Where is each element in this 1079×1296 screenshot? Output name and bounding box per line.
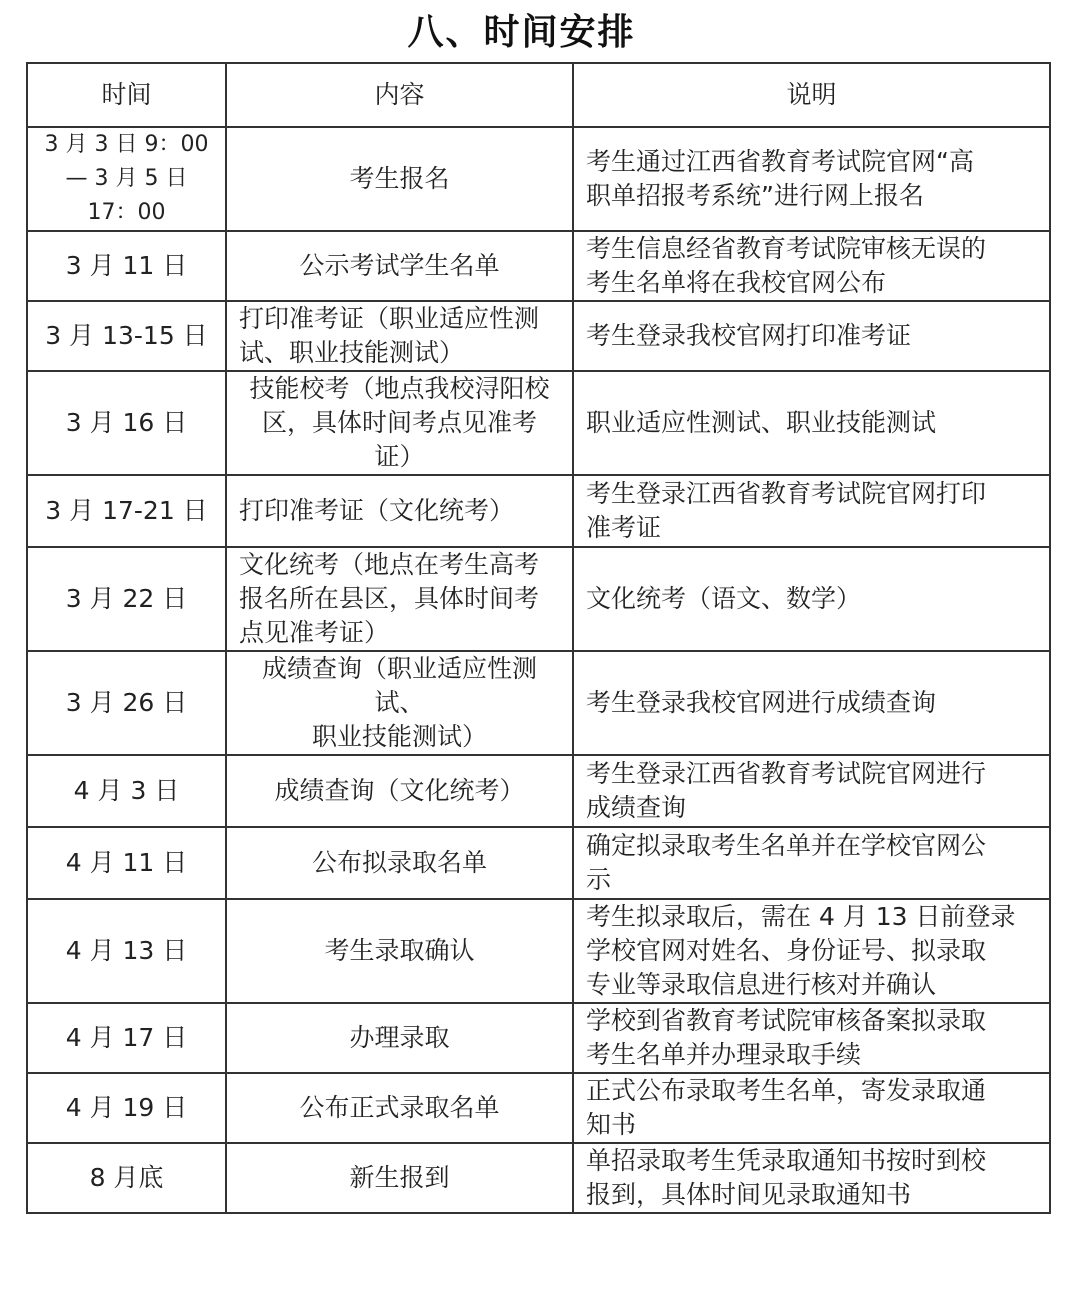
cell-line: 新生报到 [349,1163,450,1192]
cell-time [27,127,226,231]
cell-desc [573,827,1050,899]
cell-line: 3 月 13-15 日 [45,321,208,350]
cell-line: 报到，具体时间见录取通知书 [586,1180,912,1209]
cell-time [27,475,226,547]
table-body [27,127,1050,1213]
cell-content [226,651,573,755]
cell-line: 文化统考（地点在考生高考 [239,550,540,579]
cell-line: 考生名单并办理录取手续 [586,1040,862,1069]
cell-line: 17：00 [87,200,166,225]
cell-line: 职业适应性测试、职业技能测试 [586,408,937,437]
table-row [27,1003,1050,1073]
cell-line: 试、职业技能测试） [239,338,465,367]
cell-content [226,231,573,301]
cell-time [27,899,226,1003]
cell-content [226,827,573,899]
cell-line: 办理录取 [349,1023,450,1052]
cell-time [27,755,226,827]
cell-line: 准考证 [586,513,662,542]
cell-line: 3 月 3 日 9：00 [44,132,209,157]
cell-line: 报名所在县区，具体时间考 [239,584,540,613]
cell-line: 4 月 11 日 [65,848,188,877]
cell-line: 考生登录江西省教育考试院官网打印 [586,479,987,508]
cell-content [226,1143,573,1213]
header-desc: 说明 [573,63,1050,127]
header-time: 时间 [27,63,226,127]
table-row [27,827,1050,899]
cell-line: 示 [586,865,612,894]
cell-line: 确定拟录取考生名单并在学校官网公 [586,831,987,860]
cell-desc [573,651,1050,755]
cell-line: 打印准考证（职业适应性测 [239,304,540,333]
cell-time [27,301,226,371]
cell-line: 考生登录我校官网进行成绩查询 [586,688,937,717]
cell-line: 3 月 26 日 [65,688,188,717]
cell-line: 公布拟录取名单 [311,848,487,877]
cell-content [226,1003,573,1073]
cell-line: 文化统考（语文、数学） [586,584,862,613]
cell-line: 3 月 17-21 日 [45,496,208,525]
cell-line: — 3 月 5 日 [65,166,188,191]
cell-time [27,231,226,301]
cell-desc [573,547,1050,651]
table-row [27,1073,1050,1143]
cell-line: 公示考试学生名单 [299,251,500,280]
table-row [27,127,1050,231]
cell-line: 考生登录江西省教育考试院官网进行 [586,759,987,788]
cell-desc [573,1003,1050,1073]
table-row [27,371,1050,475]
cell-line: 成绩查询（职业适应性测 [261,654,537,683]
cell-line: 考生录取确认 [324,936,475,965]
cell-line: 打印准考证（文化统考） [239,496,515,525]
cell-desc [573,1073,1050,1143]
cell-line: 8 月底 [89,1163,164,1192]
table-row [27,899,1050,1003]
table-row [27,651,1050,755]
cell-time [27,827,226,899]
cell-line: 职业技能测试） [311,722,487,751]
table-row [27,475,1050,547]
page-title: 八、时间安排 [407,12,636,53]
schedule-table [26,62,1051,1214]
cell-line: 考生登录我校官网打印准考证 [586,321,912,350]
cell-content [226,755,573,827]
cell-time [27,1073,226,1143]
cell-line: 4 月 17 日 [65,1023,188,1052]
cell-line: 技能校考（地点我校浔阳校 [249,374,550,403]
cell-line: 考生信息经省教育考试院审核无误的 [586,234,987,263]
cell-line: 4 月 19 日 [65,1093,188,1122]
cell-time [27,371,226,475]
cell-time [27,547,226,651]
cell-line: 知书 [586,1110,637,1139]
cell-line: 职单招报考系统”进行网上报名 [586,181,924,210]
table-row [27,1143,1050,1213]
cell-content [226,371,573,475]
table-header-row [27,63,1050,127]
cell-desc [573,899,1050,1003]
cell-line: 学校官网对姓名、身份证号、拟录取 [586,936,987,965]
cell-time [27,1003,226,1073]
table-row [27,301,1050,371]
cell-line: 3 月 22 日 [65,584,188,613]
cell-desc [573,1143,1050,1213]
cell-line: 单招录取考生凭录取通知书按时到校 [586,1146,987,1175]
cell-time [27,1143,226,1213]
cell-line: 专业等录取信息进行核对并确认 [586,970,937,999]
cell-line: 考生通过江西省教育考试院官网“高 [586,147,974,176]
cell-line: 学校到省教育考试院审核备案拟录取 [586,1006,987,1035]
cell-desc [573,127,1050,231]
cell-line: 成绩查询（文化统考） [274,776,525,805]
table-row [27,755,1050,827]
cell-line: 证） [374,442,425,471]
cell-line: 考生名单将在我校官网公布 [586,268,887,297]
cell-line: 试、 [374,688,425,717]
cell-line: 正式公布录取考生名单，寄发录取通 [586,1076,987,1105]
cell-line: 公布正式录取名单 [299,1093,500,1122]
cell-line: 考生拟录取后，需在 4 月 13 日前登录 [586,902,1016,931]
cell-time [27,651,226,755]
table-row [27,231,1050,301]
cell-content [226,475,573,547]
cell-content [226,547,573,651]
cell-line: 点见准考证） [239,618,390,647]
cell-desc [573,475,1050,547]
cell-line: 考生报名 [349,164,450,193]
cell-desc [573,371,1050,475]
cell-line: 4 月 3 日 [73,776,180,805]
cell-line: 3 月 16 日 [65,408,188,437]
cell-line: 区，具体时间考点见准考 [261,408,537,437]
cell-content [226,899,573,1003]
cell-desc [573,301,1050,371]
cell-content [226,1073,573,1143]
cell-line: 3 月 11 日 [65,251,188,280]
cell-content [226,301,573,371]
cell-line: 4 月 13 日 [65,936,188,965]
cell-desc [573,755,1050,827]
cell-line: 成绩查询 [586,793,687,822]
cell-desc [573,231,1050,301]
header-content: 内容 [226,63,573,127]
cell-content [226,127,573,231]
table-row [27,547,1050,651]
